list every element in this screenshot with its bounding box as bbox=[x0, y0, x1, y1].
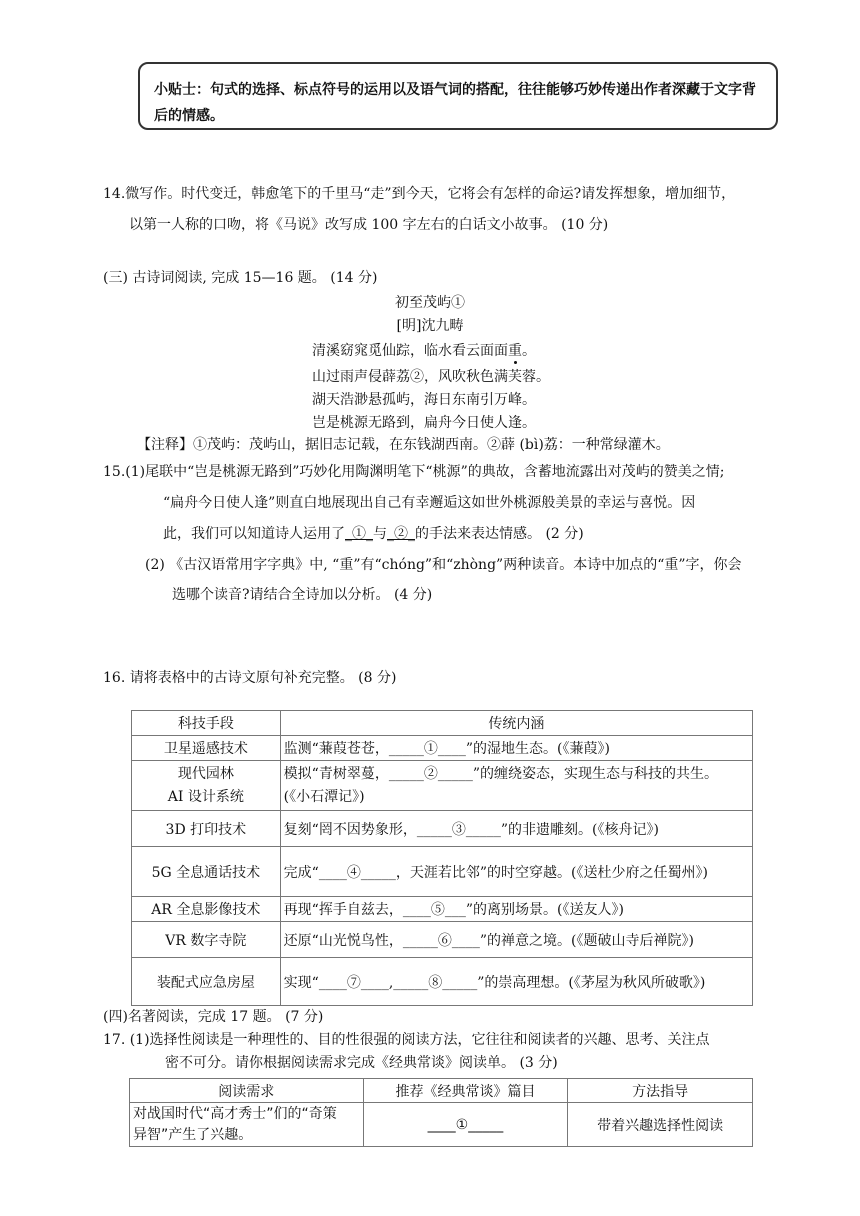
poem-line4: 岂是桃源无路到，扁舟今日使人逢。 bbox=[312, 415, 536, 431]
q17-line2: 密不可分。请你根据阅读需求完成《经典常谈》阅读单。 (3 分) bbox=[165, 1055, 558, 1071]
table-cell bbox=[130, 1103, 364, 1147]
poem-line2: 山过雨声侵薜荔②，风吹秋色满芙蓉。 bbox=[312, 369, 550, 385]
q16-title: 16. 请将表格中的古诗文原句补充完整。 (8 分) bbox=[103, 670, 397, 686]
table-header-row bbox=[130, 1079, 753, 1103]
table-header: 传统内涵 bbox=[280, 711, 752, 736]
q14-line1: 14.微写作。时代变迁，韩愈笔下的千里马“走”到今天，它将会有怎样的命运?请发挥想象，增加细节， bbox=[103, 186, 736, 202]
q17-line1: 17. (1)选择性阅读是一种理性的、目的性很强的阅读方法，它往往和阅读者的兴趣、思考、关注点 bbox=[103, 1032, 710, 1048]
table-cell-fill[interactable]: 还原“山光悦鸟性，_____⑥____”的禅意之境。(《题破山寺后禅院》) bbox=[280, 922, 752, 958]
table-cell bbox=[132, 761, 281, 811]
tip-text: 小贴士：句式的选择、标点符号的运用以及语气词的搭配，往往能够巧妙传递出作者深藏于文字背后的情感。 bbox=[154, 82, 756, 124]
table-cell: 5G 全息通话技术 bbox=[132, 847, 281, 897]
table-cell-line: AI 设计系统 bbox=[167, 788, 244, 805]
table-cell: AR 全息影像技术 bbox=[132, 897, 281, 922]
q15-p2-line1: (2) 《古汉语常用字字典》中, “重”有“chóng”和“zhòng”两种读音。本诗中加点的“重”字，你会 bbox=[145, 557, 742, 573]
answer-blank-1[interactable]: _①_ bbox=[345, 526, 373, 542]
table-cell-line: (《小石潭记》) bbox=[283, 788, 365, 805]
q15-p2-line2: 选哪个读音?请结合全诗加以分析。 (4 分) bbox=[172, 587, 433, 603]
table-row bbox=[132, 897, 753, 922]
table-row bbox=[132, 736, 753, 761]
poem-title: 初至茂屿① bbox=[395, 295, 465, 311]
table-header-row bbox=[132, 711, 753, 736]
q15-p1-line3-a: 此，我们可以知道诗人运用了 bbox=[163, 526, 345, 542]
table-cell-fill[interactable]: 再现“挥手自兹去，____⑤___”的离别场景。(《送友人》) bbox=[280, 897, 752, 922]
table-cell-line: 异智”产生了兴趣。 bbox=[133, 1126, 253, 1143]
q15-p1-line3 bbox=[163, 524, 584, 544]
table-cell: 带着兴趣选择性阅读 bbox=[568, 1103, 753, 1147]
table-cell-fill[interactable]: 复刻“罔不因势象形，_____③_____”的非遗雕刻。(《核舟记》) bbox=[280, 811, 752, 847]
poem-line3: 湖天浩渺悬孤屿，海日东南引万峰。 bbox=[312, 392, 536, 408]
table-cell-fill[interactable]: 实现“____⑦____,_____⑧_____”的崇高理想。(《茅屋为秋风所破歌》) bbox=[280, 958, 752, 1006]
poem-note: 【注释】①茂屿：茂屿山，据旧志记载，在东钱湖西南。②薜 (bì)荔：一种常绿灌木。 bbox=[137, 437, 670, 453]
table-cell-line: 模拟“青树翠蔓，_____②_____”的缠绕姿态，实现生态与科技的共生。 bbox=[283, 765, 718, 782]
answer-blank-2[interactable]: _②_ bbox=[387, 526, 415, 542]
poem-author: [明]沈九畴 bbox=[396, 318, 464, 334]
table-row bbox=[132, 847, 753, 897]
table-cell-line: 现代园林 bbox=[177, 765, 234, 782]
dotted-char-zhong: 重 bbox=[508, 343, 522, 359]
poem-line1-text: 清溪窈窕觅仙踪，临水看云面面 bbox=[312, 343, 508, 359]
table-row bbox=[132, 761, 753, 811]
q15-p1-line3-c: 的手法来表达情感。 (2 分) bbox=[415, 526, 584, 542]
q16-table bbox=[131, 710, 753, 1006]
table-cell: VR 数字寺院 bbox=[132, 922, 281, 958]
poem-line1-end: 。 bbox=[522, 343, 536, 359]
table-header: 科技手段 bbox=[132, 711, 281, 736]
table-cell-fill[interactable]: ____①_____ bbox=[363, 1103, 568, 1147]
poem-line1 bbox=[312, 341, 536, 361]
table-header: 推荐《经典常谈》篇目 bbox=[363, 1079, 568, 1103]
table-cell-line: 对战国时代“高才秀士”们的“奇策 bbox=[133, 1105, 337, 1122]
table-cell-fill[interactable] bbox=[280, 761, 752, 811]
table-header: 方法指导 bbox=[568, 1079, 753, 1103]
table-row bbox=[132, 811, 753, 847]
q17-table bbox=[129, 1078, 753, 1147]
table-cell: 装配式应急房屋 bbox=[132, 958, 281, 1006]
table-header: 阅读需求 bbox=[130, 1079, 364, 1103]
q14-line2: 以第一人称的口吻，将《马说》改写成 100 字左右的白话文小故事。 (10 分) bbox=[129, 217, 609, 233]
table-cell-fill[interactable]: 监测“蒹葭苍苍，_____①____”的湿地生态。(《蒹葭》) bbox=[280, 736, 752, 761]
q15-p1-line1: 15.(1)尾联中“岂是桃源无路到”巧妙化用陶渊明笔下“桃源”的典故，含蓄地流露出对茂屿的赞美之情; bbox=[103, 464, 725, 480]
q15-p1-line2: “扁舟今日使人逢”则直白地展现出自己有幸邂逅这如世外桃源般美景的幸运与喜悦。因 bbox=[163, 495, 696, 511]
table-cell: 3D 打印技术 bbox=[132, 811, 281, 847]
table-row bbox=[132, 922, 753, 958]
tip-box bbox=[138, 62, 778, 130]
table-cell: 卫星遥感技术 bbox=[132, 736, 281, 761]
table-cell-fill[interactable]: 完成“____④_____，天涯若比邻”的时空穿越。(《送杜少府之任蜀州》) bbox=[280, 847, 752, 897]
section3-heading: (三) 古诗词阅读, 完成 15—16 题。 (14 分) bbox=[103, 270, 378, 286]
q15-p1-line3-b: 与 bbox=[373, 526, 387, 542]
table-row bbox=[132, 958, 753, 1006]
table-row bbox=[130, 1103, 753, 1147]
section4-heading: (四)名著阅读，完成 17 题。 (7 分) bbox=[103, 1009, 324, 1025]
